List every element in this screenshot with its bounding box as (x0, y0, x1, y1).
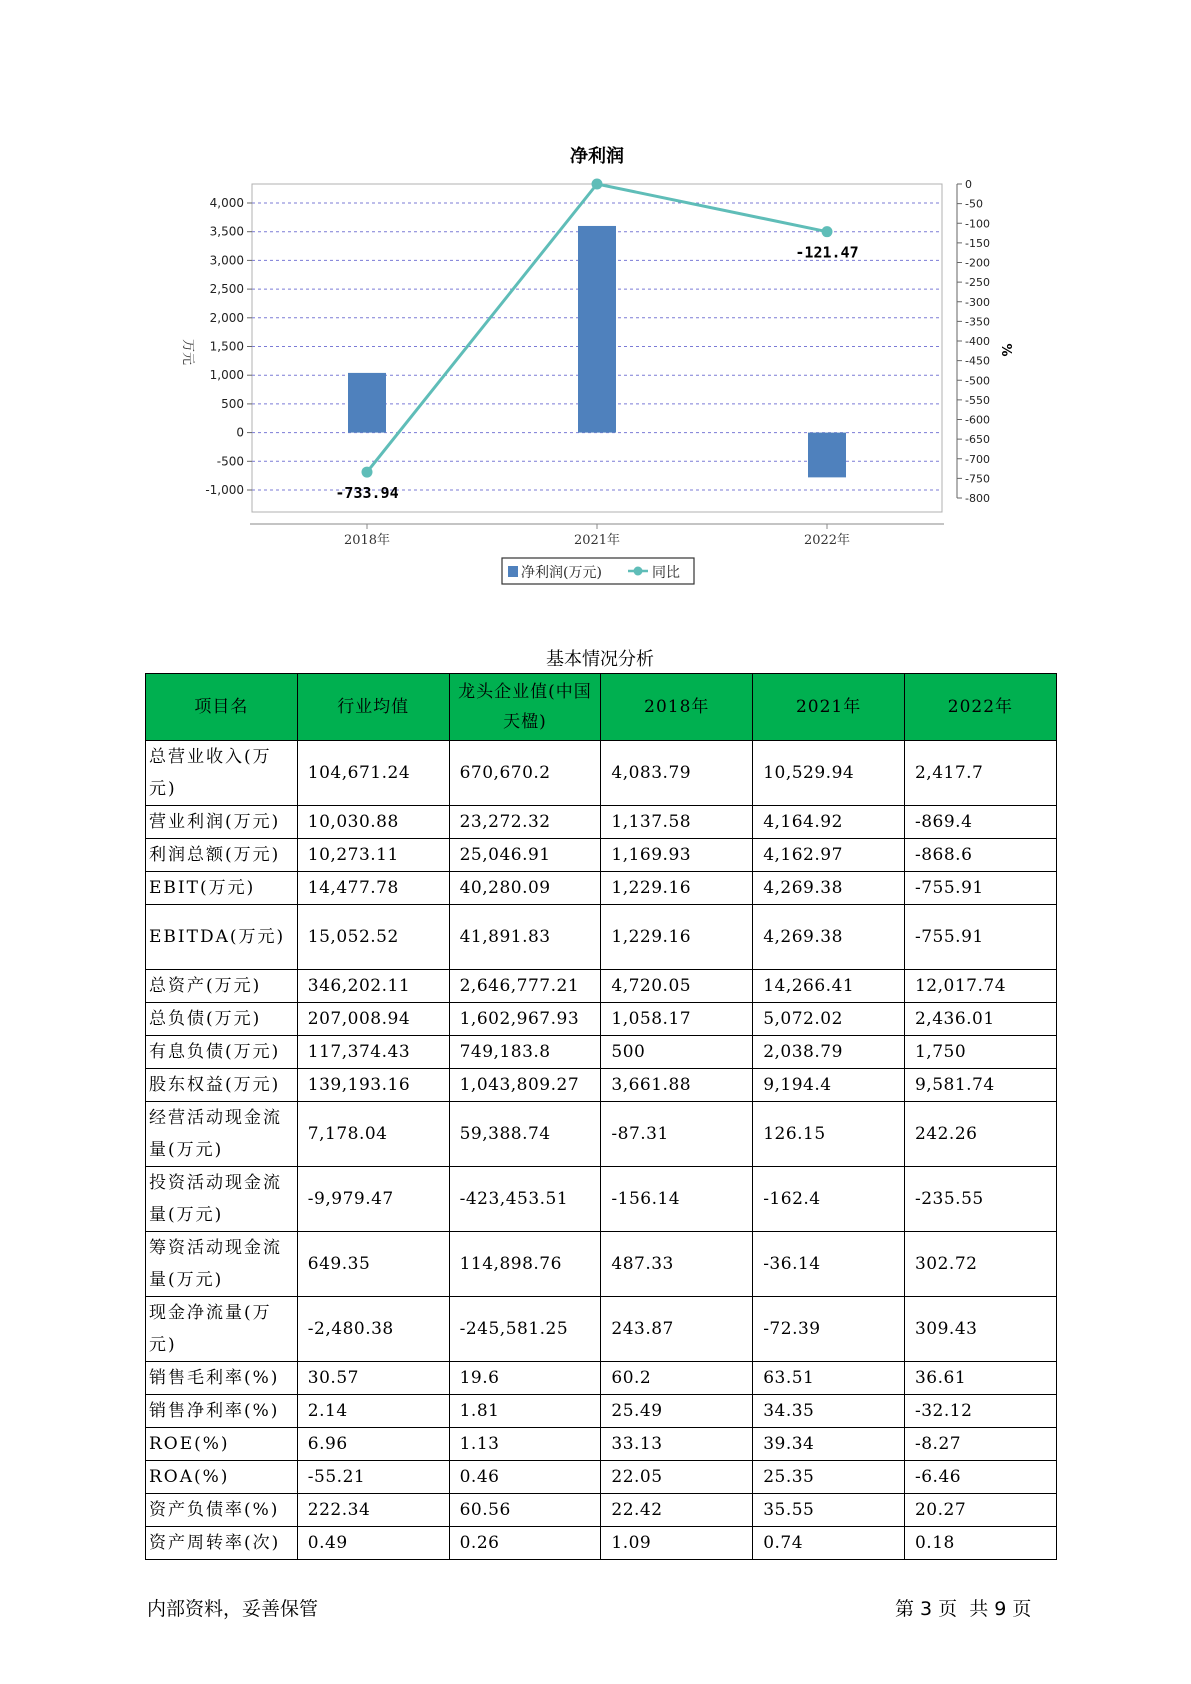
table-row (146, 1527, 1057, 1560)
column-header: 项目名 (146, 674, 298, 741)
table-cell: 117,374.43 (297, 1036, 449, 1069)
table-cell: 25.49 (601, 1395, 753, 1428)
table-header-row (146, 674, 1057, 741)
table-cell: 10,529.94 (753, 741, 905, 806)
x-tick-label: 2018年 (343, 533, 391, 548)
table-cell: -2,480.38 (297, 1297, 449, 1362)
footer-confidential-note: 内部资料，妥善保管 (147, 1598, 319, 1620)
table-cell: 126.15 (753, 1102, 905, 1167)
y-tick-label: -500 (216, 454, 244, 469)
table-cell: 41,891.83 (449, 905, 601, 970)
table-cell: -235.55 (904, 1167, 1056, 1232)
row-label: ROA(%) (146, 1461, 298, 1494)
row-label: 投资活动现金流量(万元) (146, 1167, 298, 1232)
row-label: 销售毛利率(%) (146, 1362, 298, 1395)
legend-bar-label: 净利润(万元) (521, 565, 602, 581)
table-cell: 2,417.7 (904, 741, 1056, 806)
row-label: EBIT(万元) (146, 872, 298, 905)
table-cell: 39.34 (753, 1428, 905, 1461)
table-cell: 60.2 (601, 1362, 753, 1395)
y2-tick-label: -100 (965, 217, 990, 231)
y-tick-label: 3,500 (209, 224, 244, 239)
line-marker (362, 467, 373, 478)
row-label: 资产负债率(%) (146, 1494, 298, 1527)
y2-tick-label: -700 (965, 452, 990, 466)
table-row (146, 741, 1057, 806)
table-row (146, 905, 1057, 970)
table-cell: 1,750 (904, 1036, 1056, 1069)
table-row (146, 1069, 1057, 1102)
y2-tick-label: -50 (965, 197, 983, 211)
table-cell: 2,436.01 (904, 1003, 1056, 1036)
table-cell: 1,058.17 (601, 1003, 753, 1036)
table-cell: -32.12 (904, 1395, 1056, 1428)
table-row (146, 1232, 1057, 1297)
y2-tick-label: -800 (965, 492, 990, 505)
y2-tick-label: -550 (965, 393, 990, 407)
table-cell: 9,581.74 (904, 1069, 1056, 1102)
table-cell: 15,052.52 (297, 905, 449, 970)
table-body (146, 741, 1057, 1560)
line-marker (822, 226, 833, 237)
column-header: 2021年 (753, 674, 905, 741)
row-label: ROE(%) (146, 1428, 298, 1461)
y2-tick-label: -650 (965, 433, 990, 447)
table-cell: -9,979.47 (297, 1167, 449, 1232)
y2-tick-label: 0 (965, 178, 972, 191)
table-cell: 9,194.4 (753, 1069, 905, 1102)
table-cell: -162.4 (753, 1167, 905, 1232)
table-cell: 242.26 (904, 1102, 1056, 1167)
table-row (146, 1428, 1057, 1461)
row-label: 股东权益(万元) (146, 1069, 298, 1102)
table-cell: 243.87 (601, 1297, 753, 1362)
table-cell: 14,266.41 (753, 970, 905, 1003)
table-cell: 0.49 (297, 1527, 449, 1560)
row-label: 有息负债(万元) (146, 1036, 298, 1069)
table-cell: 20.27 (904, 1494, 1056, 1527)
x-tick-label: 2021年 (573, 533, 621, 548)
table-row (146, 1003, 1057, 1036)
table-row (146, 872, 1057, 905)
y-tick-label: 0 (236, 425, 244, 440)
table-cell: -423,453.51 (449, 1167, 601, 1232)
y2-tick-label: -150 (965, 236, 990, 250)
table-cell: 40,280.09 (449, 872, 601, 905)
table-cell: 1.13 (449, 1428, 601, 1461)
row-label: 总资产(万元) (146, 970, 298, 1003)
table-row (146, 1494, 1057, 1527)
column-header: 行业均值 (297, 674, 449, 741)
table-cell: -8.27 (904, 1428, 1056, 1461)
table-cell: 30.57 (297, 1362, 449, 1395)
legend-line-label: 同比 (652, 565, 680, 581)
table-cell: 10,030.88 (297, 806, 449, 839)
table-cell: 34.35 (753, 1395, 905, 1428)
table-cell: 4,162.97 (753, 839, 905, 872)
table-cell: 670,670.2 (449, 741, 601, 806)
table-cell: 33.13 (601, 1428, 753, 1461)
table-row (146, 839, 1057, 872)
y-tick-label: 2,000 (209, 310, 244, 325)
basic-analysis-table (145, 673, 1057, 1560)
y2-tick-label: -450 (965, 354, 990, 368)
row-label: 总负债(万元) (146, 1003, 298, 1036)
table-cell: -87.31 (601, 1102, 753, 1167)
y2-tick-label: -750 (965, 472, 990, 486)
table-cell: 104,671.24 (297, 741, 449, 806)
table-cell: 0.46 (449, 1461, 601, 1494)
bar (578, 226, 616, 433)
table-row (146, 1167, 1057, 1232)
x-tick-label: 2022年 (803, 533, 851, 548)
table-cell: 302.72 (904, 1232, 1056, 1297)
table-row (146, 970, 1057, 1003)
table-cell: 0.74 (753, 1527, 905, 1560)
table-cell: -156.14 (601, 1167, 753, 1232)
column-header: 2022年 (904, 674, 1056, 741)
table-cell: 0.26 (449, 1527, 601, 1560)
table-cell: 36.61 (904, 1362, 1056, 1395)
table-cell: -36.14 (753, 1232, 905, 1297)
y2-axis-label: % (998, 343, 1013, 357)
y-axis-label: 万元 (180, 338, 195, 366)
table-cell: 749,183.8 (449, 1036, 601, 1069)
table-cell: 500 (601, 1036, 753, 1069)
y-tick-label: 3,000 (209, 253, 244, 268)
table-cell: 1,229.16 (601, 905, 753, 970)
legend-bar-swatch (508, 566, 518, 577)
row-label: 总营业收入(万元) (146, 741, 298, 806)
y2-tick-label: -400 (965, 335, 990, 348)
table-cell: 309.43 (904, 1297, 1056, 1362)
table-row (146, 1395, 1057, 1428)
y-tick-label: 1,000 (209, 368, 244, 383)
table-row (146, 1461, 1057, 1494)
table-cell: 4,164.92 (753, 806, 905, 839)
table-cell: -869.4 (904, 806, 1056, 839)
table-cell: 0.18 (904, 1527, 1056, 1560)
bar (348, 373, 386, 433)
table-cell: 4,269.38 (753, 905, 905, 970)
y2-tick-label: -600 (965, 413, 990, 427)
table-cell: 1.09 (601, 1527, 753, 1560)
table-cell: 2,646,777.21 (449, 970, 601, 1003)
row-label: 经营活动现金流量(万元) (146, 1102, 298, 1167)
table-cell: -55.21 (297, 1461, 449, 1494)
table-row (146, 1297, 1057, 1362)
table-title: 基本情况分析 (546, 649, 654, 670)
table-cell: 25.35 (753, 1461, 905, 1494)
table-cell: 4,720.05 (601, 970, 753, 1003)
table-cell: 1,169.93 (601, 839, 753, 872)
table-cell: 3,661.88 (601, 1069, 753, 1102)
table-cell: 139,193.16 (297, 1069, 449, 1102)
table-cell: 1,137.58 (601, 806, 753, 839)
row-label: 筹资活动现金流量(万元) (146, 1232, 298, 1297)
table-cell: 19.6 (449, 1362, 601, 1395)
table-cell: -6.46 (904, 1461, 1056, 1494)
row-label: 利润总额(万元) (146, 839, 298, 872)
y2-tick-label: -500 (965, 374, 990, 388)
table-cell: 207,008.94 (297, 1003, 449, 1036)
table-cell: 1,229.16 (601, 872, 753, 905)
table-cell: 23,272.32 (449, 806, 601, 839)
table-cell: 346,202.11 (297, 970, 449, 1003)
table-cell: 12,017.74 (904, 970, 1056, 1003)
bar-series (348, 226, 846, 477)
table-cell: 10,273.11 (297, 839, 449, 872)
table-cell: 63.51 (753, 1362, 905, 1395)
y2-tick-label: -200 (965, 256, 990, 270)
table-cell: 60.56 (449, 1494, 601, 1527)
table-row (146, 806, 1057, 839)
data-label: -121.47 (795, 243, 859, 262)
table-cell: 22.05 (601, 1461, 753, 1494)
table-cell: 7,178.04 (297, 1102, 449, 1167)
y-tick-label: 4,000 (209, 196, 244, 210)
y-tick-label: 500 (221, 396, 244, 411)
table-cell: 2,038.79 (753, 1036, 905, 1069)
table-row (146, 1102, 1057, 1167)
data-label: -733.94 (335, 484, 399, 503)
table-cell: 35.55 (753, 1494, 905, 1527)
table-cell: 114,898.76 (449, 1232, 601, 1297)
table-cell: 6.96 (297, 1428, 449, 1461)
table-cell: -868.6 (904, 839, 1056, 872)
column-header: 2018年 (601, 674, 753, 741)
table-cell: -72.39 (753, 1297, 905, 1362)
table-row (146, 1362, 1057, 1395)
table-row (146, 1036, 1057, 1069)
table-cell: 5,072.02 (753, 1003, 905, 1036)
column-header: 龙头企业值(中国天楹) (449, 674, 601, 741)
footer-page-number: 第 3 页 共 9 页 (895, 1598, 1032, 1620)
y-tick-label: -1,000 (205, 483, 244, 497)
legend-line-marker (634, 567, 643, 576)
table-cell: 4,269.38 (753, 872, 905, 905)
row-label: 现金净流量(万元) (146, 1297, 298, 1362)
table-cell: 222.34 (297, 1494, 449, 1527)
table-cell: 2.14 (297, 1395, 449, 1428)
y2-tick-label: -350 (965, 315, 990, 329)
table-cell: 1,043,809.27 (449, 1069, 601, 1102)
legend (502, 558, 694, 584)
y2-tick-label: -300 (965, 295, 990, 309)
row-label: 营业利润(万元) (146, 806, 298, 839)
table-cell: 22.42 (601, 1494, 753, 1527)
y2-tick-label: -250 (965, 276, 990, 290)
table-cell: 1,602,967.93 (449, 1003, 601, 1036)
y-tick-label: 1,500 (209, 339, 244, 354)
table-cell: -245,581.25 (449, 1297, 601, 1362)
y-tick-label: 2,500 (209, 282, 244, 297)
table-cell: 4,083.79 (601, 741, 753, 806)
net-profit-chart (0, 0, 1191, 600)
table-cell: 59,388.74 (449, 1102, 601, 1167)
table-cell: -755.91 (904, 872, 1056, 905)
bar (808, 433, 846, 478)
table-cell: 649.35 (297, 1232, 449, 1297)
chart-title: 净利润 (570, 146, 624, 167)
line-marker (592, 179, 603, 190)
table-cell: 487.33 (601, 1232, 753, 1297)
table-cell: 1.81 (449, 1395, 601, 1428)
table-cell: -755.91 (904, 905, 1056, 970)
table-cell: 14,477.78 (297, 872, 449, 905)
row-label: 资产周转率(次) (146, 1527, 298, 1560)
row-label: EBITDA(万元) (146, 905, 298, 970)
table-cell: 25,046.91 (449, 839, 601, 872)
row-label: 销售净利率(%) (146, 1395, 298, 1428)
